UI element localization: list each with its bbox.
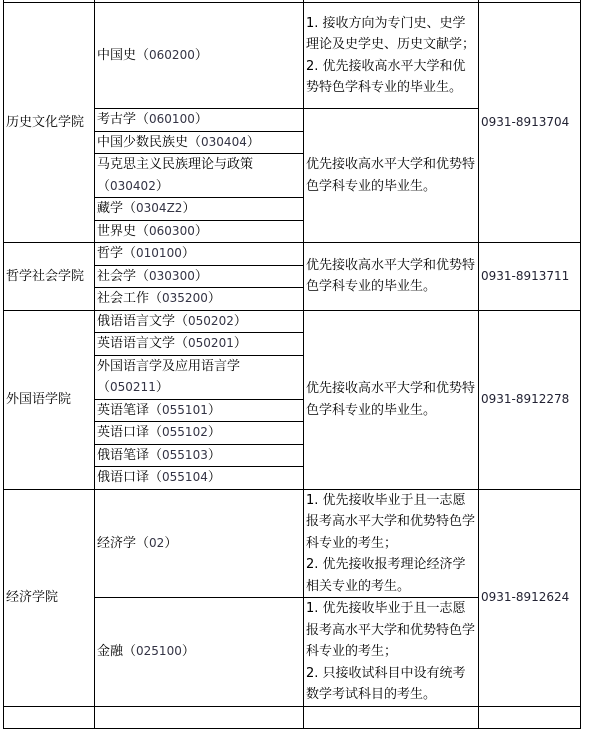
major-cell: 哲学（010100） — [95, 243, 304, 266]
major-cell — [95, 706, 304, 728]
major-name: 社会工作 — [97, 291, 150, 306]
major-code: 02 — [149, 535, 165, 550]
phone-cell: 0931-8913711 — [479, 243, 581, 311]
major-cell: 考古学（060100） — [95, 109, 304, 132]
major-name: 考古学 — [97, 112, 137, 127]
note-line: 2. 优先接收报考理论经济学相关专业的考生。 — [306, 557, 466, 594]
major-code: 055103 — [162, 447, 208, 462]
note-cell — [304, 598, 479, 707]
major-code: 060200 — [149, 47, 195, 62]
major-code: 030404 — [201, 134, 247, 149]
major-name: 金融 — [97, 644, 124, 659]
phone-cell — [479, 706, 581, 728]
note-line: 优先接收高水平大学和优势特色学科专业的毕业生。 — [306, 257, 476, 295]
note-cell — [304, 706, 479, 728]
major-code: 035200 — [162, 291, 208, 305]
major-cell: 金融（025100） — [95, 598, 304, 707]
major-name: 藏学 — [97, 201, 124, 216]
admissions-table — [3, 0, 581, 729]
major-code: 050201 — [188, 336, 234, 350]
major-code: 030300 — [149, 268, 195, 283]
major-name: 社会学 — [97, 268, 137, 284]
major-code: 010100 — [136, 246, 182, 260]
note-line: 优先接收高水平大学和优势特色学科专业的毕业生。 — [306, 381, 476, 418]
major-name: 中国少数民族史 — [97, 134, 189, 150]
major-code: 055104 — [162, 470, 208, 484]
major-cell: 经济学（02） — [95, 489, 304, 598]
major-cell: 外国语言学及应用语言学 （050211） — [95, 355, 304, 399]
major-name: 俄语口译 — [97, 470, 150, 485]
major-code: 060100 — [149, 112, 195, 126]
college-cell: 外国语学院 — [4, 310, 95, 489]
major-cell: 英语笔译（055101） — [95, 399, 304, 422]
note-cell — [304, 243, 479, 311]
note-line: 1. 接收方向为专门史、史学理论及史学史、历史文献学； — [306, 15, 476, 52]
major-cell: 英语语言文学（050201） — [95, 333, 304, 356]
major-cell: 世界史（060300） — [95, 220, 304, 243]
major-code: 030402 — [110, 178, 156, 193]
major-cell: 英语口译（055102） — [95, 422, 304, 445]
note-line: 2. 优先接收高水平大学和优势特色学科专业的毕业生。 — [306, 58, 466, 95]
major-name: 俄语笔译 — [97, 447, 150, 463]
major-cell: 俄语口译（055104） — [95, 467, 304, 490]
major-cell: 俄语笔译（055103） — [95, 444, 304, 467]
college-cell — [4, 706, 95, 728]
major-name: 英语语言文学 — [97, 336, 176, 351]
major-code: 025100 — [136, 644, 182, 658]
major-name: 中国史 — [97, 47, 137, 63]
college-cell: 历史文化学院 — [4, 3, 95, 243]
major-name: 世界史 — [97, 223, 137, 239]
major-name: 英语笔译 — [97, 402, 150, 418]
major-cell: 马克思主义民族理论与政策 （030402） — [95, 154, 304, 198]
major-cell: 中国史（060200） — [95, 3, 304, 109]
table-row — [4, 310, 581, 333]
note-line: 1. 优先接收毕业于且一志愿报考高水平大学和优势特色学科专业的考生； — [306, 601, 476, 659]
major-cell: 中国少数民族史（030404） — [95, 131, 304, 154]
note-line: 2. 只接收试科目中设有统考数学考试科目的考生。 — [306, 665, 466, 702]
table-row — [4, 489, 581, 598]
note-cell — [304, 310, 479, 489]
note-cell — [304, 3, 479, 109]
college-cell: 哲学社会学院 — [4, 243, 95, 311]
major-cell: 藏学（0304Z2） — [95, 198, 304, 221]
note-line: 1. 优先接收毕业于且一志愿报考高水平大学和优势特色学科专业的考生； — [306, 492, 476, 551]
major-code: 060300 — [149, 223, 195, 238]
major-cell: 社会工作（035200） — [95, 288, 304, 311]
phone-cell: 0931-8912624 — [479, 489, 581, 706]
note-cell — [304, 489, 479, 598]
major-cell: 社会学（030300） — [95, 265, 304, 288]
phone-cell: 0931-8912278 — [479, 310, 581, 489]
major-name: 英语口译 — [97, 425, 150, 440]
note-cell — [304, 109, 479, 243]
major-code: 055102 — [162, 425, 208, 439]
table-row — [4, 243, 581, 266]
major-name: 俄语语言文学 — [97, 313, 176, 329]
note-line: 优先接收高水平大学和优势特色学科专业的毕业生。 — [306, 157, 476, 194]
major-cell: 俄语语言文学（050202） — [95, 310, 304, 333]
major-name: 马克思主义民族理论与政策 — [97, 157, 254, 172]
major-name: 外国语言学及应用语言学 — [97, 358, 241, 374]
major-code: 0304Z2 — [136, 201, 183, 215]
table-row — [4, 3, 581, 109]
major-name: 经济学 — [97, 535, 137, 551]
major-name: 哲学 — [97, 246, 124, 261]
major-code: 050202 — [188, 313, 234, 328]
major-code: 055101 — [162, 402, 208, 417]
major-code: 050211 — [110, 380, 156, 394]
table-row-partial — [4, 706, 581, 728]
phone-cell: 0931-8913704 — [479, 3, 581, 243]
college-cell: 经济学院 — [4, 489, 95, 706]
